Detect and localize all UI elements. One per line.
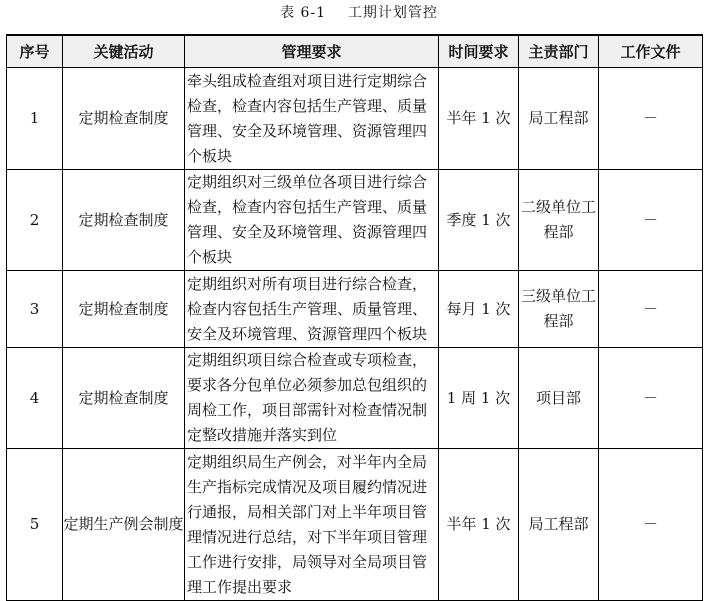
- cell-requirement: 定期组织对所有项目进行综合检查，检查内容包括生产管理、质量管理、安全及环境管理、资源管理四个板块: [185, 271, 439, 348]
- cell-time: 半年 1 次: [439, 449, 519, 601]
- cell-no: 3: [7, 271, 63, 348]
- cell-file: －: [599, 271, 703, 348]
- cell-no: 4: [7, 348, 63, 449]
- cell-requirement: 定期组织对三级单位各项目进行综合检查，检查内容包括生产管理、质量管理、安全及环境管理、资源管理四个板块: [185, 170, 439, 271]
- cell-file: －: [599, 170, 703, 271]
- schedule-control-table: [6, 34, 703, 601]
- header-file: 工作文件: [599, 35, 703, 68]
- cell-activity: 定期检查制度: [63, 170, 185, 271]
- header-requirement: 管理要求: [185, 35, 439, 68]
- cell-activity: 定期检查制度: [63, 348, 185, 449]
- cell-no: 1: [7, 68, 63, 170]
- table-header-row: [7, 35, 703, 68]
- table-row: [7, 449, 703, 601]
- cell-no: 2: [7, 170, 63, 271]
- header-no: 序号: [7, 35, 63, 68]
- cell-activity: 定期生产例会制度: [63, 449, 185, 601]
- cell-dept: 局工程部: [519, 68, 599, 170]
- cell-dept: 局工程部: [519, 449, 599, 601]
- cell-file: －: [599, 348, 703, 449]
- cell-time: 1 周 1 次: [439, 348, 519, 449]
- cell-file: －: [599, 449, 703, 601]
- header-dept: 主责部门: [519, 35, 599, 68]
- caption-label: 表 6-1: [280, 5, 327, 21]
- cell-dept: 三级单位工程部: [519, 271, 599, 348]
- table-row: [7, 348, 703, 449]
- cell-requirement: 定期组织项目综合检查或专项检查，要求各分包单位必须参加总包组织的周检工作，项目部需针对检查情况制定整改措施并落实到位: [185, 348, 439, 449]
- cell-dept: 二级单位工程部: [519, 170, 599, 271]
- cell-time: 半年 1 次: [439, 68, 519, 170]
- cell-dept: 项目部: [519, 348, 599, 449]
- cell-requirement: 定期组织局生产例会，对半年内全局生产指标完成情况及项目履约情况进行通报，局相关部门对上半年项目管理情况进行总结，对下半年项目管理工作进行安排，局领导对全局项目管理工作提出要求: [185, 449, 439, 601]
- table-caption: [0, 2, 718, 22]
- cell-time: 季度 1 次: [439, 170, 519, 271]
- header-time: 时间要求: [439, 35, 519, 68]
- table-row: [7, 68, 703, 170]
- table-row: [7, 170, 703, 271]
- caption-title: 工期计划管控: [347, 5, 438, 21]
- header-activity: 关键活动: [63, 35, 185, 68]
- cell-no: 5: [7, 449, 63, 601]
- cell-activity: 定期检查制度: [63, 68, 185, 170]
- cell-requirement: 牵头组成检查组对项目进行定期综合检查，检查内容包括生产管理、质量管理、安全及环境管理、资源管理四个板块: [185, 68, 439, 170]
- cell-file: －: [599, 68, 703, 170]
- table-row: [7, 271, 703, 348]
- cell-activity: 定期检查制度: [63, 271, 185, 348]
- cell-time: 每月 1 次: [439, 271, 519, 348]
